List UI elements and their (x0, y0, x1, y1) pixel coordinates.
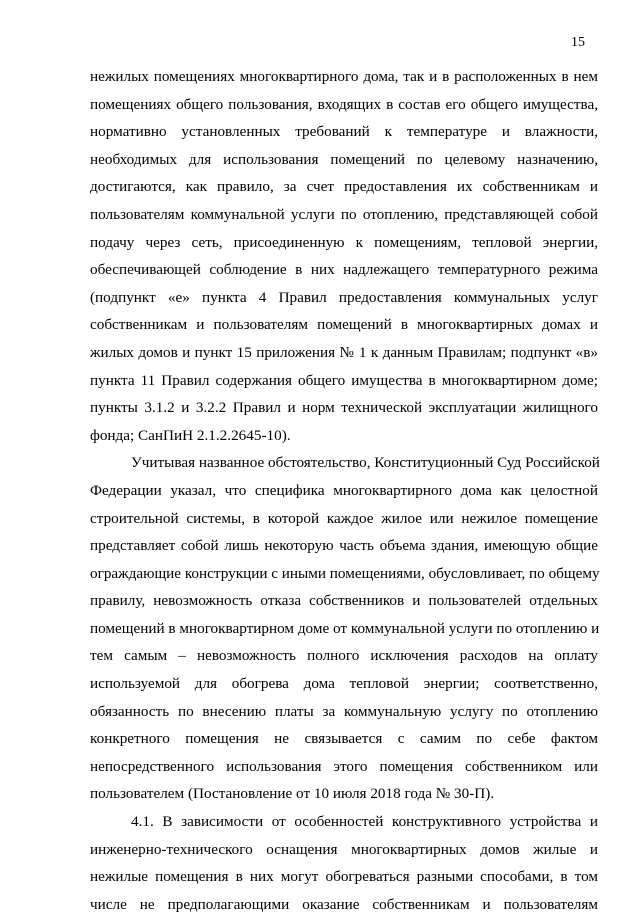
paragraph (90, 63, 598, 449)
paragraph (90, 808, 598, 918)
text-line: пользователем (Постановление от 10 июля 2018 года № 30-П). (90, 785, 495, 803)
text-line: пункты 3.1.2 и 3.2.2 Правил и норм технической эксплуатации жилищного (90, 399, 598, 417)
text-line: фонда; СанПиН 2.1.2.2645-10). (90, 426, 291, 444)
text-line: достигаются, как правило, за счет предоставления их собственникам и (90, 178, 598, 196)
text-line: пользователям коммунальной услуги по отоплению, представляющей собой (90, 205, 598, 223)
text-line: обязанность по внесению платы за коммунальную услугу по отоплению (90, 702, 598, 720)
text-line: непосредственного использования этого помещения собственником или (90, 757, 598, 775)
text-line: конкретного помещения не связывается с самим по себе фактом (90, 730, 598, 748)
text-line: собственникам и пользователям помещений в многоквартирных домах и (90, 316, 598, 334)
text-line: строительной системы, в которой каждое жилое или нежилое помещение (90, 509, 598, 527)
text-line: необходимых для использования помещений по целевому назначению, (90, 150, 598, 168)
text-line: Федерации указал, что специфика многоквартирного дома как целостной (90, 481, 598, 499)
text-line: помещениях общего пользования, входящих в состав его общего имущества, (90, 95, 598, 113)
text-line: 4.1. В зависимости от особенностей конструктивного устройства и (131, 813, 598, 831)
text-line: нормативно установленных требований к температуре и влажности, (90, 123, 598, 141)
text-line: правилу, невозможность отказа собственников и пользователей отдельных (90, 592, 598, 610)
document-body (90, 63, 598, 918)
text-line: используемой для обогрева дома тепловой энергии; соответственно, (90, 675, 598, 693)
text-line: обеспечивающей соблюдение в них надлежащего температурного режима (90, 261, 598, 279)
text-line: нежилых помещениях многоквартирного дома, так и в расположенных в нем (90, 68, 598, 85)
text-line: подачу через сеть, присоединенную к помещениям, тепловой энергии, (90, 233, 598, 251)
text-line: ограждающие конструкции с иными помещениями, обусловливает, по общему (90, 564, 600, 582)
text-line: жилых домов и пункт 15 приложения № 1 к данным Правилам; подпункт «в» (90, 343, 598, 361)
text-line: (подпункт «е» пункта 4 Правил предоставления коммунальных услуг (90, 288, 598, 306)
text-line: нежилые помещения в них могут обогреваться разными способами, в том (90, 868, 598, 886)
text-line: Учитывая названное обстоятельство, Конституционный Суд Российской (131, 454, 600, 472)
text-line: помещений в многоквартирном доме от коммунальной услуги по отоплению и (90, 619, 600, 637)
text-line: пункта 11 Правил содержания общего имущества в многоквартирном доме; (90, 371, 598, 389)
text-line: представляет собой лишь некоторую часть объема здания, имеющую общие (90, 537, 598, 555)
paragraph (90, 449, 598, 808)
text-line: инженерно-технического оснащения многоквартирных домов жилые и (90, 840, 598, 858)
text-line: числе не предполагающими оказание собственникам и пользователям (90, 895, 598, 913)
text-line: тем самым – невозможность полного исключения расходов на оплату (90, 647, 598, 665)
page-number: 15 (571, 35, 585, 50)
